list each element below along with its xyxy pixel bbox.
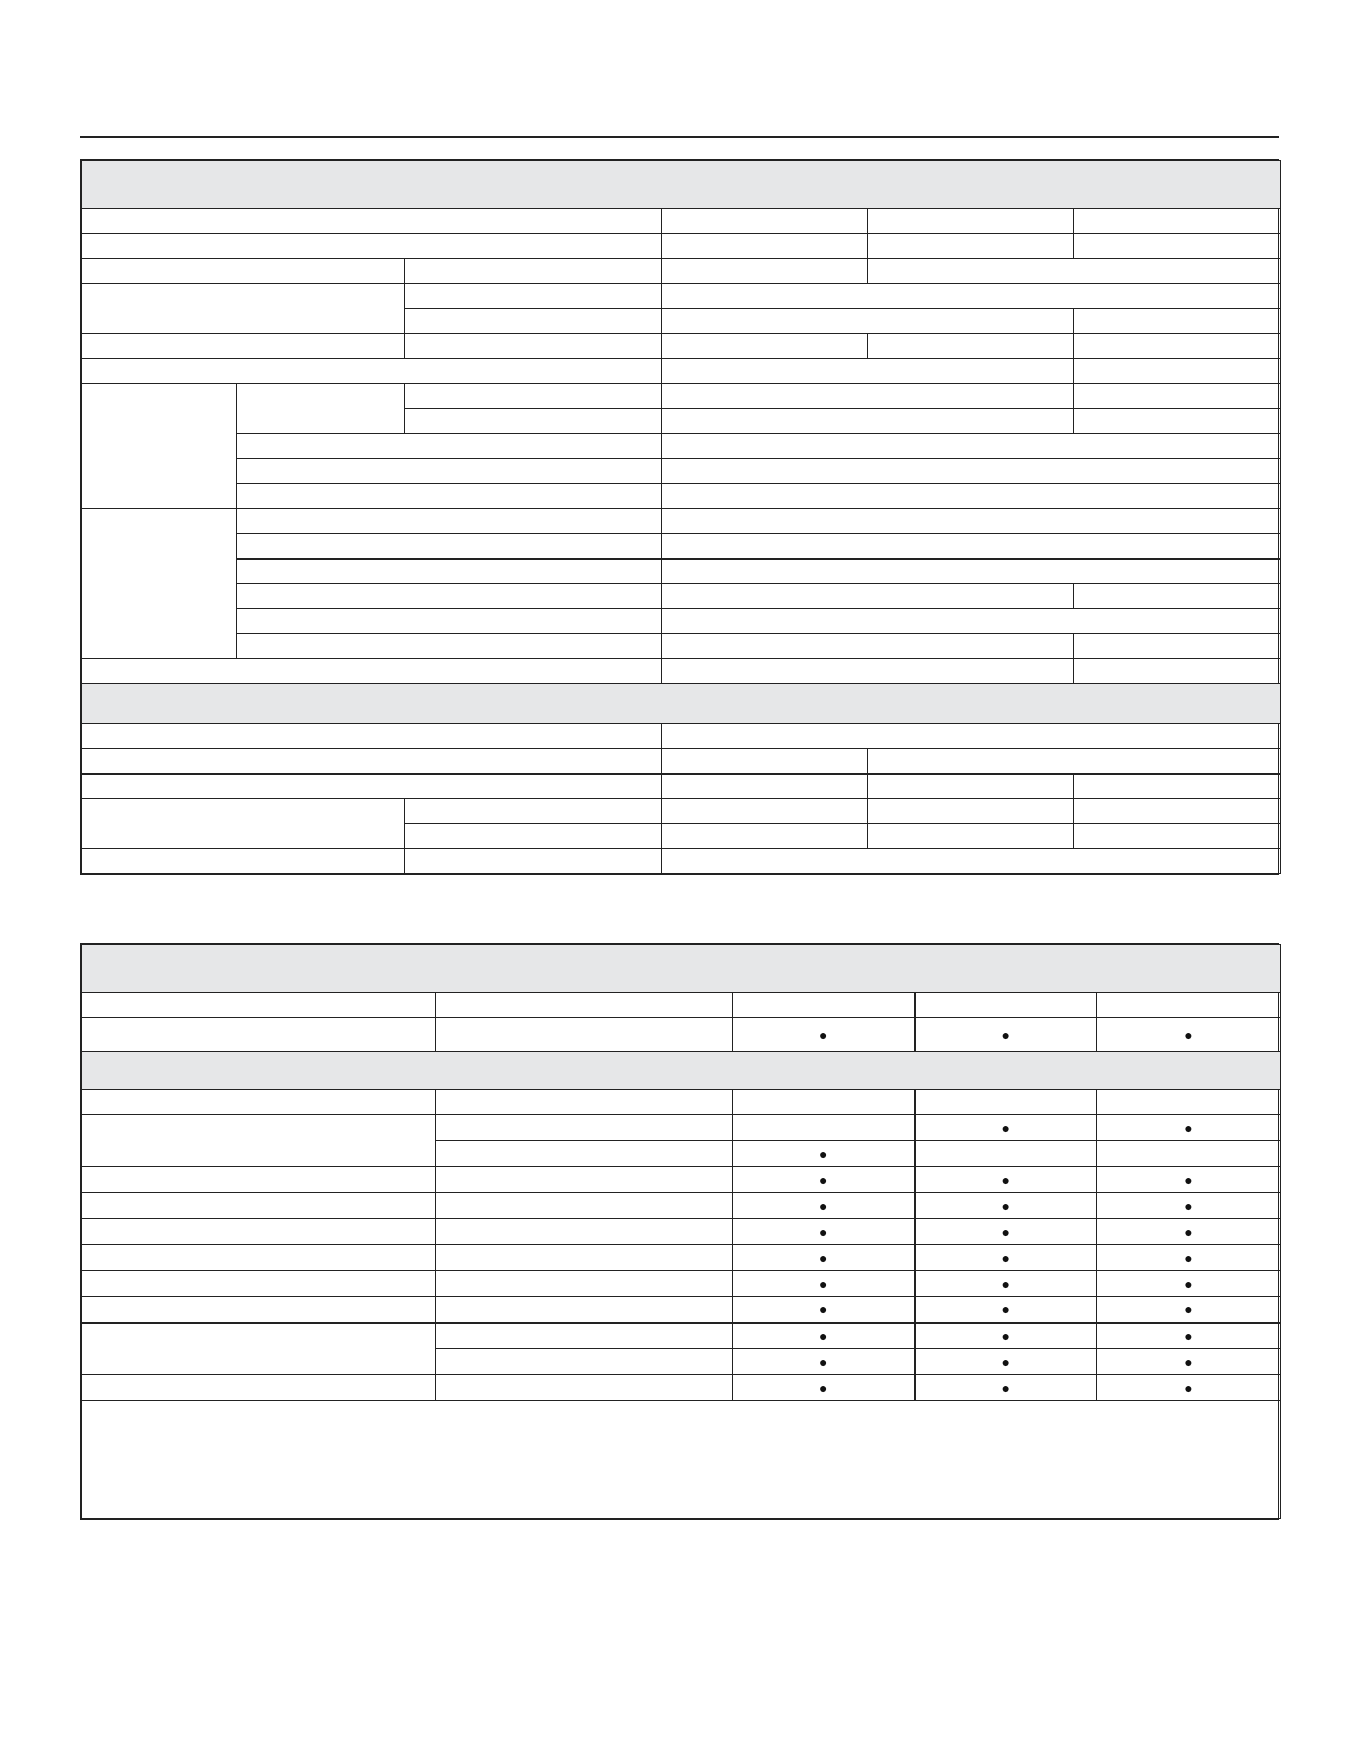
spec-value-cell [662,849,1281,874]
spec-value-cell [662,559,1281,584]
availability-dot-cell: ● [1097,1245,1281,1271]
spec-value-cell [868,774,1074,799]
spec-label-cell [82,774,662,799]
top-rule [80,136,1279,138]
feature-label-cell [82,1219,436,1245]
spec-value-cell [662,309,1074,334]
table-row [82,634,1281,659]
feature-label-cell [82,1297,436,1323]
availability-dot-cell: ● [915,1115,1097,1141]
spec-value-cell [662,799,868,824]
features-table [80,943,1279,1520]
spec-value-cell [1074,584,1281,609]
spec-value-cell [662,774,868,799]
spec-label-cell [82,659,662,684]
table-row [82,584,1281,609]
availability-dot-cell: ● [915,1375,1097,1401]
table-row [82,993,1281,1018]
spec-value-cell [1074,799,1281,824]
spec-label-cell [82,334,405,359]
spec-label-cell [237,434,662,459]
availability-dot-cell: ● [915,1323,1097,1349]
spec-value-cell [662,584,1074,609]
spec-sublabel-cell [405,799,662,824]
table-row [82,724,1281,749]
availability-empty-cell [733,1115,915,1141]
availability-dot-cell: ● [733,1141,915,1167]
feature-sublabel-cell [436,1141,733,1167]
spec-value-cell [868,209,1074,234]
spec-sublabel-cell [405,259,662,284]
spec-label-cell [237,609,662,634]
table-row [82,509,1281,534]
spec-sublabel-cell [405,824,662,849]
table-row [82,434,1281,459]
availability-dot-cell: ● [1097,1323,1281,1349]
feature-sublabel-cell [436,1375,733,1401]
features-grid [81,944,1281,1519]
availability-dot-cell: ● [915,1167,1097,1193]
feature-sublabel-cell [436,1219,733,1245]
spec-value-cell [662,509,1281,534]
spec-value-cell [868,259,1281,284]
spec-group-cell [82,384,237,509]
spec-sublabel-cell [405,409,662,434]
spec-value-cell [868,749,1281,774]
spec-label-cell [82,359,662,384]
availability-dot-cell: ● [915,1297,1097,1323]
spec-value-cell [662,824,868,849]
spec-value-cell [662,534,1281,559]
availability-dot-cell: ● [733,1167,915,1193]
table-row [82,659,1281,684]
spec-value-cell [662,434,1281,459]
spec-value-cell [868,824,1074,849]
availability-dot-cell: ● [733,1297,915,1323]
spec-value-cell [662,409,1074,434]
table-row [82,1193,1281,1219]
availability-dot-cell: ● [733,1271,915,1297]
spec-label-cell [237,584,662,609]
spec-label-cell [237,509,662,534]
feature-label-cell [82,1193,436,1219]
spec-label-cell [237,559,662,584]
table-row [82,849,1281,874]
spec-value-cell [1074,234,1281,259]
availability-dot-cell: ● [1097,1375,1281,1401]
feature-sublabel-cell [436,1167,733,1193]
feature-sublabel-cell [436,993,733,1018]
spec-value-cell [662,659,1074,684]
feature-label-cell [82,1323,436,1375]
spec-value-cell [662,634,1074,659]
availability-dot-cell: ● [915,1245,1097,1271]
spec-value-cell [662,749,868,774]
table-row [82,1245,1281,1271]
availability-dot-cell: ● [1097,1167,1281,1193]
spec-value-cell [1074,359,1281,384]
table-row [82,209,1281,234]
table-row [82,284,1281,309]
table-row [82,359,1281,384]
feature-sublabel-cell [436,1349,733,1375]
spec-value-cell [1074,824,1281,849]
table-row [82,259,1281,284]
spec-value-cell [1074,384,1281,409]
table-row [82,799,1281,824]
availability-dot-cell: ● [733,1349,915,1375]
spec-label-cell [237,634,662,659]
spec-label-cell [82,749,662,774]
availability-dot-cell: ● [733,1018,915,1052]
spec-sublabel-cell [405,309,662,334]
spec-value-cell [662,209,868,234]
feature-label-cell [82,993,436,1018]
feature-sublabel-cell [436,1323,733,1349]
spec-sublabel-cell [405,849,662,874]
table-row [82,1115,1281,1141]
spec-value-cell [662,234,868,259]
spec-label-cell [237,484,662,509]
availability-empty-cell [1097,993,1281,1018]
spec-value-cell [1074,309,1281,334]
table-row [82,234,1281,259]
availability-empty-cell [733,993,915,1018]
spec-sublabel-cell [405,334,662,359]
feature-sublabel-cell [436,1297,733,1323]
feature-sublabel-cell [436,1193,733,1219]
table-row [82,1323,1281,1349]
feature-sublabel-cell [436,1090,733,1115]
table-row [82,1090,1281,1115]
spec-value-cell [1074,634,1281,659]
spec-value-cell [662,259,868,284]
spec-sublabel-cell [405,384,662,409]
spec-value-cell [662,359,1074,384]
availability-empty-cell [1097,1090,1281,1115]
availability-dot-cell: ● [733,1323,915,1349]
table-row [82,534,1281,559]
availability-empty-cell [915,993,1097,1018]
feature-label-cell [82,1115,436,1167]
spec-value-cell [1074,774,1281,799]
availability-dot-cell: ● [1097,1193,1281,1219]
availability-empty-cell [915,1090,1097,1115]
table-row [82,749,1281,774]
table-row [82,1018,1281,1052]
table-row [82,774,1281,799]
feature-sublabel-cell [436,1245,733,1271]
spec-value-cell [662,284,1281,309]
availability-dot-cell: ● [1097,1115,1281,1141]
spec-label-cell [82,799,405,849]
spec-value-cell [662,724,1281,749]
spec-value-cell [662,459,1281,484]
table-row [82,484,1281,509]
availability-dot-cell: ● [1097,1297,1281,1323]
availability-empty-cell [915,1141,1097,1167]
table-row [82,334,1281,359]
spec-value-cell [662,384,1074,409]
feature-label-cell [82,1018,436,1052]
table-row [82,609,1281,634]
feature-label-cell [82,1271,436,1297]
feature-label-cell [82,1167,436,1193]
availability-dot-cell: ● [915,1018,1097,1052]
spec-section-band [82,161,1281,209]
specifications-table [80,159,1279,875]
availability-empty-cell [733,1090,915,1115]
availability-dot-cell: ● [1097,1349,1281,1375]
availability-dot-cell: ● [1097,1271,1281,1297]
spec-section-band-2 [82,684,1281,724]
spec-value-cell [662,484,1281,509]
spec-label-cell [82,234,662,259]
table-row [82,1297,1281,1323]
availability-dot-cell: ● [733,1193,915,1219]
availability-dot-cell: ● [1097,1219,1281,1245]
feature-sublabel-cell [436,1018,733,1052]
spec-label-cell [82,259,405,284]
spec-sublabel-cell [405,284,662,309]
availability-dot-cell: ● [915,1219,1097,1245]
availability-dot-cell: ● [733,1245,915,1271]
table-row [82,1375,1281,1401]
table-row [82,1271,1281,1297]
spec-label-cell [237,459,662,484]
spec-value-cell [868,334,1074,359]
spec-value-cell [1074,209,1281,234]
spec-group-cell [82,509,237,659]
spec-grid [81,160,1281,874]
spec-value-cell [868,234,1074,259]
feature-sublabel-cell [436,1271,733,1297]
spec-label-cell [82,849,405,874]
notes-area [82,1401,1281,1519]
feature-label-cell [82,1245,436,1271]
availability-dot-cell: ● [915,1271,1097,1297]
features-section-band-2 [82,1052,1281,1090]
spec-label-cell [82,724,662,749]
availability-dot-cell: ● [733,1375,915,1401]
spec-value-cell [662,334,868,359]
spec-value-cell [662,609,1281,634]
spec-value-cell [1074,409,1281,434]
spec-value-cell [1074,334,1281,359]
feature-label-cell [82,1090,436,1115]
availability-dot-cell: ● [1097,1018,1281,1052]
availability-dot-cell: ● [915,1349,1097,1375]
table-row [82,1167,1281,1193]
feature-label-cell [82,1375,436,1401]
spec-subgroup-cell [237,384,405,434]
spec-label-cell [237,534,662,559]
table-row [82,559,1281,584]
availability-dot-cell: ● [733,1219,915,1245]
spec-value-cell [868,799,1074,824]
table-row [82,384,1281,409]
feature-sublabel-cell [436,1115,733,1141]
availability-dot-cell: ● [915,1193,1097,1219]
spec-label-cell [82,284,405,334]
table-row [82,459,1281,484]
spec-label-cell [82,209,662,234]
availability-empty-cell [1097,1141,1281,1167]
table-row [82,1219,1281,1245]
spec-value-cell [1074,659,1281,684]
features-section-band [82,945,1281,993]
